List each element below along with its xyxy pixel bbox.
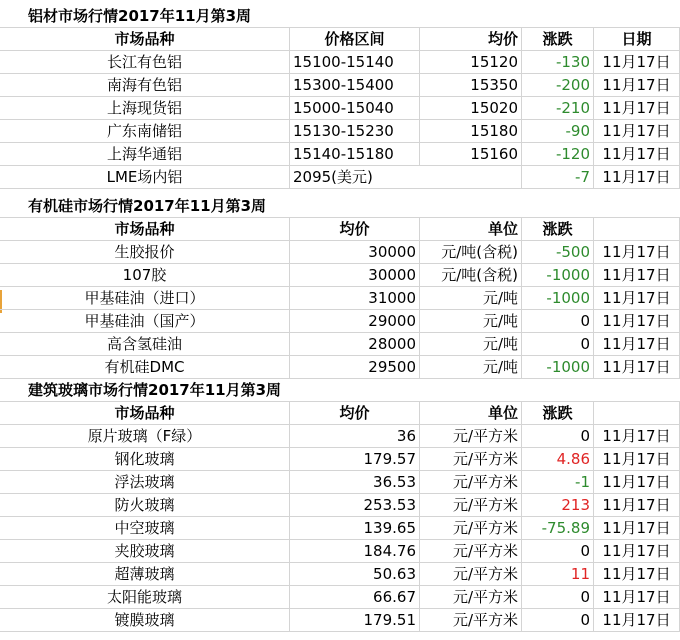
glass-header-row[interactable] — [0, 402, 680, 425]
change-cell[interactable]: 0 — [522, 310, 594, 333]
unit-cell[interactable]: 元/平方米 — [420, 563, 522, 586]
unit-cell[interactable]: 元/平方米 — [420, 609, 522, 632]
aluminum-header-date[interactable]: 日期 — [594, 28, 680, 51]
glass-title-row[interactable] — [0, 379, 680, 402]
date-cell[interactable]: 11月17日 — [594, 241, 680, 264]
unit-cell[interactable]: 元/平方米 — [420, 586, 522, 609]
silicone-section-title[interactable]: 有机硅市场行情2017年11月第3周 — [0, 195, 680, 218]
unit-cell[interactable]: 元/吨(含税) — [420, 264, 522, 287]
aluminum-header-name[interactable]: 市场品种 — [0, 28, 290, 51]
change-cell[interactable]: 0 — [522, 333, 594, 356]
date-cell[interactable]: 11月17日 — [594, 494, 680, 517]
avg-price-cell[interactable]: 29000 — [290, 310, 420, 333]
glass-header-avg[interactable]: 均价 — [290, 402, 420, 425]
aluminum-header-change[interactable]: 涨跌 — [522, 28, 594, 51]
avg-price-cell[interactable]: 28000 — [290, 333, 420, 356]
avg-price-cell[interactable]: 66.67 — [290, 586, 420, 609]
table-row[interactable] — [0, 563, 680, 586]
table-row[interactable] — [0, 586, 680, 609]
item-name-cell[interactable]: 甲基硅油（进口） — [0, 287, 290, 310]
date-cell[interactable]: 11月17日 — [594, 333, 680, 356]
avg-price-cell[interactable]: 15160 — [420, 143, 522, 166]
avg-price-cell[interactable] — [420, 166, 522, 189]
table-row[interactable] — [0, 494, 680, 517]
item-name-cell[interactable]: 防火玻璃 — [0, 494, 290, 517]
unit-cell[interactable]: 元/平方米 — [420, 471, 522, 494]
table-row[interactable] — [0, 166, 680, 189]
date-cell[interactable]: 11月17日 — [594, 143, 680, 166]
change-cell[interactable]: 213 — [522, 494, 594, 517]
avg-price-cell[interactable]: 50.63 — [290, 563, 420, 586]
avg-price-cell[interactable]: 184.76 — [290, 540, 420, 563]
item-name-cell[interactable]: 夹胶玻璃 — [0, 540, 290, 563]
avg-price-cell[interactable]: 30000 — [290, 264, 420, 287]
item-name-cell[interactable]: 钢化玻璃 — [0, 448, 290, 471]
silicone-header-empty[interactable] — [594, 218, 680, 241]
item-name-cell[interactable]: 上海华通铝 — [0, 143, 290, 166]
table-row[interactable] — [0, 540, 680, 563]
aluminum-title-row[interactable] — [0, 5, 680, 28]
aluminum-header-row[interactable] — [0, 28, 680, 51]
date-cell[interactable]: 11月17日 — [594, 264, 680, 287]
date-cell[interactable]: 11月17日 — [594, 166, 680, 189]
change-cell[interactable]: -200 — [522, 74, 594, 97]
date-cell[interactable]: 11月17日 — [594, 609, 680, 632]
item-name-cell[interactable]: 107胶 — [0, 264, 290, 287]
table-row[interactable] — [0, 517, 680, 540]
item-name-cell[interactable]: 中空玻璃 — [0, 517, 290, 540]
avg-price-cell[interactable]: 179.51 — [290, 609, 420, 632]
table-row[interactable] — [0, 356, 680, 379]
date-cell[interactable]: 11月17日 — [594, 51, 680, 74]
change-cell[interactable]: 4.86 — [522, 448, 594, 471]
glass-header-name[interactable]: 市场品种 — [0, 402, 290, 425]
glass-section-title[interactable]: 建筑玻璃市场行情2017年11月第3周 — [0, 379, 680, 402]
glass-header-unit[interactable]: 单位 — [420, 402, 522, 425]
unit-cell[interactable]: 元/平方米 — [420, 494, 522, 517]
unit-cell[interactable]: 元/吨 — [420, 310, 522, 333]
item-name-cell[interactable]: 甲基硅油（国产） — [0, 310, 290, 333]
table-row[interactable] — [0, 333, 680, 356]
table-row[interactable] — [0, 74, 680, 97]
silicone-header-row[interactable] — [0, 218, 680, 241]
price-range-cell[interactable]: 15140-15180 — [290, 143, 420, 166]
silicone-header-name[interactable]: 市场品种 — [0, 218, 290, 241]
change-cell[interactable]: -90 — [522, 120, 594, 143]
avg-price-cell[interactable]: 15020 — [420, 97, 522, 120]
item-name-cell[interactable]: 有机硅DMC — [0, 356, 290, 379]
change-cell[interactable]: -7 — [522, 166, 594, 189]
price-range-cell[interactable]: 15300-15400 — [290, 74, 420, 97]
price-range-cell[interactable]: 15100-15140 — [290, 51, 420, 74]
change-cell[interactable]: 0 — [522, 425, 594, 448]
avg-price-cell[interactable]: 29500 — [290, 356, 420, 379]
avg-price-cell[interactable]: 36 — [290, 425, 420, 448]
avg-price-cell[interactable]: 36.53 — [290, 471, 420, 494]
price-range-cell[interactable]: 2095(美元) — [290, 166, 420, 189]
date-cell[interactable]: 11月17日 — [594, 356, 680, 379]
date-cell[interactable]: 11月17日 — [594, 97, 680, 120]
avg-price-cell[interactable]: 179.57 — [290, 448, 420, 471]
avg-price-cell[interactable]: 31000 — [290, 287, 420, 310]
unit-cell[interactable]: 元/吨 — [420, 356, 522, 379]
avg-price-cell[interactable]: 30000 — [290, 241, 420, 264]
change-cell[interactable]: 0 — [522, 586, 594, 609]
table-row[interactable] — [0, 51, 680, 74]
glass-header-change[interactable]: 涨跌 — [522, 402, 594, 425]
item-name-cell[interactable]: 上海现货铝 — [0, 97, 290, 120]
item-name-cell[interactable]: 太阳能玻璃 — [0, 586, 290, 609]
change-cell[interactable]: 0 — [522, 609, 594, 632]
unit-cell[interactable]: 元/平方米 — [420, 540, 522, 563]
table-row[interactable] — [0, 97, 680, 120]
aluminum-section-title[interactable]: 铝材市场行情2017年11月第3周 — [0, 5, 680, 28]
change-cell[interactable]: -210 — [522, 97, 594, 120]
item-name-cell[interactable]: 高含氢硅油 — [0, 333, 290, 356]
date-cell[interactable]: 11月17日 — [594, 74, 680, 97]
table-row[interactable] — [0, 264, 680, 287]
avg-price-cell[interactable]: 15120 — [420, 51, 522, 74]
avg-price-cell[interactable]: 15350 — [420, 74, 522, 97]
date-cell[interactable]: 11月17日 — [594, 310, 680, 333]
aluminum-header-range[interactable]: 价格区间 — [290, 28, 420, 51]
silicone-header-unit[interactable]: 单位 — [420, 218, 522, 241]
change-cell[interactable]: 11 — [522, 563, 594, 586]
table-row[interactable] — [0, 471, 680, 494]
change-cell[interactable]: 0 — [522, 540, 594, 563]
unit-cell[interactable]: 元/平方米 — [420, 448, 522, 471]
unit-cell[interactable]: 元/吨 — [420, 287, 522, 310]
change-cell[interactable]: -1000 — [522, 287, 594, 310]
glass-header-empty[interactable] — [594, 402, 680, 425]
table-row[interactable] — [0, 143, 680, 166]
table-row[interactable] — [0, 120, 680, 143]
change-cell[interactable]: -1000 — [522, 264, 594, 287]
silicone-header-change[interactable]: 涨跌 — [522, 218, 594, 241]
date-cell[interactable]: 11月17日 — [594, 448, 680, 471]
change-cell[interactable]: -500 — [522, 241, 594, 264]
avg-price-cell[interactable]: 15180 — [420, 120, 522, 143]
unit-cell[interactable]: 元/平方米 — [420, 425, 522, 448]
change-cell[interactable]: -120 — [522, 143, 594, 166]
unit-cell[interactable]: 元/平方米 — [420, 517, 522, 540]
item-name-cell[interactable]: 广东南储铝 — [0, 120, 290, 143]
date-cell[interactable]: 11月17日 — [594, 425, 680, 448]
aluminum-header-avg[interactable]: 均价 — [420, 28, 522, 51]
table-row[interactable] — [0, 310, 680, 333]
table-row[interactable] — [0, 241, 680, 264]
price-range-cell[interactable]: 15000-15040 — [290, 97, 420, 120]
change-cell[interactable]: -130 — [522, 51, 594, 74]
table-row[interactable] — [0, 609, 680, 632]
date-cell[interactable]: 11月17日 — [594, 120, 680, 143]
silicone-header-avg[interactable]: 均价 — [290, 218, 420, 241]
item-name-cell[interactable]: 生胶报价 — [0, 241, 290, 264]
date-cell[interactable]: 11月17日 — [594, 563, 680, 586]
item-name-cell[interactable]: 长江有色铝 — [0, 51, 290, 74]
change-cell[interactable]: -75.89 — [522, 517, 594, 540]
date-cell[interactable]: 11月17日 — [594, 517, 680, 540]
item-name-cell[interactable]: 南海有色铝 — [0, 74, 290, 97]
table-row[interactable] — [0, 448, 680, 471]
item-name-cell[interactable]: 浮法玻璃 — [0, 471, 290, 494]
change-cell[interactable]: -1000 — [522, 356, 594, 379]
item-name-cell[interactable]: 超薄玻璃 — [0, 563, 290, 586]
item-name-cell[interactable]: LME场内铝 — [0, 166, 290, 189]
date-cell[interactable]: 11月17日 — [594, 471, 680, 494]
item-name-cell[interactable]: 镀膜玻璃 — [0, 609, 290, 632]
silicone-title-row[interactable] — [0, 195, 680, 218]
change-cell[interactable]: -1 — [522, 471, 594, 494]
price-range-cell[interactable]: 15130-15230 — [290, 120, 420, 143]
unit-cell[interactable]: 元/吨(含税) — [420, 241, 522, 264]
table-row[interactable] — [0, 287, 680, 310]
date-cell[interactable]: 11月17日 — [594, 540, 680, 563]
avg-price-cell[interactable]: 253.53 — [290, 494, 420, 517]
avg-price-cell[interactable]: 139.65 — [290, 517, 420, 540]
table-row[interactable] — [0, 425, 680, 448]
date-cell[interactable]: 11月17日 — [594, 287, 680, 310]
item-name-cell[interactable]: 原片玻璃（F绿） — [0, 425, 290, 448]
date-cell[interactable]: 11月17日 — [594, 586, 680, 609]
unit-cell[interactable]: 元/吨 — [420, 333, 522, 356]
